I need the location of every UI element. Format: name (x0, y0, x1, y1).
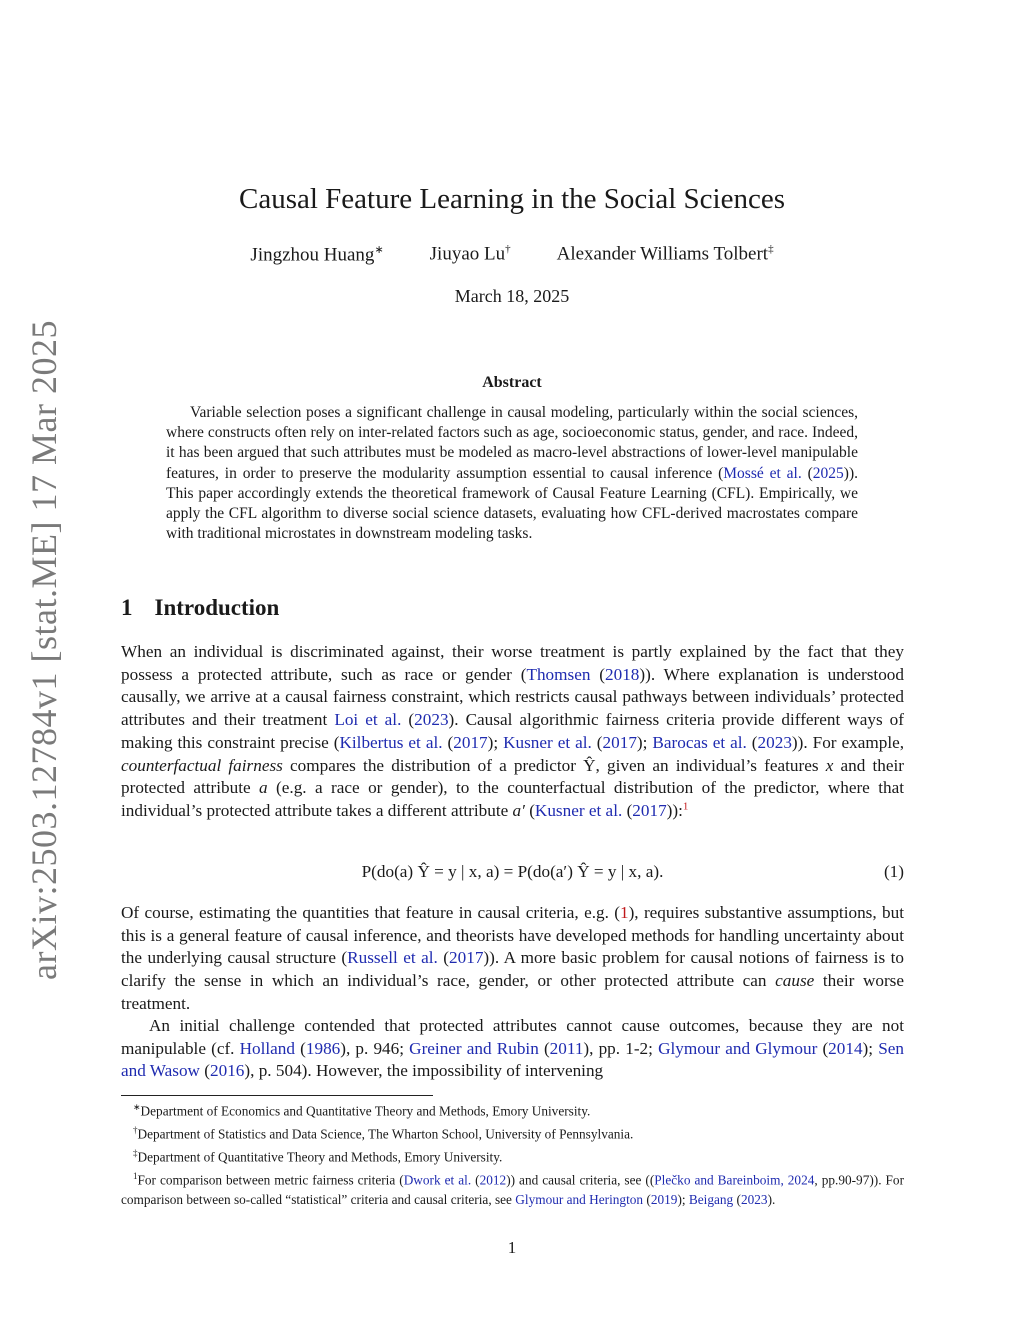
section-number: 1 (121, 595, 133, 620)
arxiv-stamp-text: arXiv:2503.12784v1 [stat.ME] 17 Mar 2025 (24, 320, 65, 980)
citation-link[interactable]: Thomsen (526, 664, 591, 684)
citation-link[interactable]: Sen and Wasow (121, 1038, 904, 1081)
citation-link[interactable]: Loi et al. (334, 710, 402, 730)
footnote-affiliation: ‡Department of Quantitative Theory and Methods, Emory University. (133, 1148, 503, 1165)
section-heading (121, 595, 279, 621)
citation-link[interactable]: Dwork et al. (403, 1172, 472, 1188)
citation-link[interactable]: 2012 (479, 1172, 507, 1188)
intro-paragraph-1: When an individual is discriminated against, their worse treatment is partly explained by the fact that they possess a protected attribute, such as race or gender (Thomsen (2018)). Where explanation is understood causally, we arrive at a causal fairness constraint, which restricts causal pathways between individuals’ protected attributes and their treatment Loi et al. (2023). Causal algorithmic fairness criteria provide different ways of making this constraint precise (Kilbertus et al. (2017); Kusner et al. (2017); Barocas et al. (2023)). For example, counterfactual fairness compares the distribution of a predictor Ŷ, given an individual’s features x and their protected attribute a (e.g. a race or gender), to the counterfactual distribution of the predictor, where that individual’s protected attribute takes a different attribute a′ (Kusner et al. (2017)):$^1$ (121, 642, 905, 820)
equation-reference-link[interactable]: 1 (619, 903, 629, 922)
citation-link[interactable]: 2011 (549, 1038, 584, 1058)
author-list (0, 243, 1024, 266)
citation-link[interactable]: 2023 (740, 1191, 768, 1207)
equation-1 (121, 862, 904, 886)
citation-link[interactable]: Holland (239, 1038, 295, 1058)
footnote-affiliation: ∗Department of Economics and Quantitative Theory and Methods, Emory University. (133, 1102, 591, 1119)
footnote-divider (121, 1095, 433, 1096)
citation-link[interactable]: Russell et al. (347, 948, 438, 968)
page-number: 1 (507, 1238, 517, 1257)
footnote-1: $^1$For comparison between metric fairness criteria (Dwork et al. (2012)) and causal criteria, see ((Plečko and Bareinboim, 2024, pp.90-97)). For comparison between so-called “statistical” criteria and causal criteria, see Glymour and Herington (2019); Beigang (2023). (121, 1171, 904, 1207)
paper-title: Causal Feature Learning in the Social Sciences (239, 183, 785, 215)
citation-link[interactable]: 2017 (453, 732, 488, 752)
footnote-marker-link[interactable]: 1 (682, 800, 689, 813)
publication-date: March 18, 2025 (454, 286, 570, 306)
citation-link[interactable]: 1986 (305, 1038, 341, 1058)
equation-body: P(do(a) Ŷ = y | x, a) = P(do(a′) Ŷ = y | x, a). (361, 862, 664, 881)
citation-link[interactable]: 2023 (757, 732, 792, 752)
citation-link[interactable]: Beigang (688, 1191, 734, 1207)
citation-link[interactable]: Kusner et al. (503, 732, 592, 752)
citation-link[interactable]: 2017 (602, 732, 637, 752)
section-title: Introduction (154, 595, 280, 620)
citation-link[interactable]: Kilbertus et al. (339, 732, 443, 752)
citation-link[interactable]: Kusner et al. (534, 800, 623, 820)
author: Alexander Williams Tolbert‡ (556, 243, 774, 265)
author: Jingzhou Huang∗ (250, 244, 384, 266)
author: Jiuyao Lu† (429, 243, 511, 265)
citation-link[interactable]: Mossé et al. (723, 464, 802, 482)
citation-link[interactable]: 2025 (812, 464, 844, 482)
abstract-text: Variable selection poses a significant challenge in causal modeling, particularly within the social sciences, where constructs often rely on inter-related factors such as age, socioeconomic status, gender, and race. Indeed, it has been argued that such attributes must be modeled as macro-level abstractions of lower-level manipulable features, in order to preserve the modularity assumption essential to causal inference (Mossé et al. (2025)). This paper accordingly extends the theoretical framework of Causal Feature Learning (CFL). Empirically, we apply the CFL algorithm to diverse social science datasets, evaluating how CFL-derived macrostates compare with traditional microstates in downstream modeling tasks. (166, 404, 858, 543)
intro-paragraph-2: Of course, estimating the quantities that feature in causal criteria, e.g. (1), requires substantive assumptions, but this is a general feature of causal inference, and theorists have developed methods for handling uncertainty about the underlying causal structure (Russell et al. (2017)). A more basic problem for causal notions of fairness is to clarify the sense in which an individual’s race, gender, or other protected attribute can cause their worse treatment. (121, 903, 904, 1013)
citation-link[interactable]: Greiner and Rubin (409, 1038, 539, 1058)
equation-number: (1) (883, 862, 904, 881)
citation-link[interactable]: Glymour and Herington (515, 1191, 644, 1207)
citation-link[interactable]: 2023 (414, 710, 449, 730)
footnotes (121, 1098, 904, 1209)
abstract-heading: Abstract (482, 374, 542, 391)
citation-link[interactable]: 2014 (828, 1038, 863, 1058)
citation-link[interactable]: 2017 (449, 948, 484, 968)
arxiv-identifier-stamp (22, 320, 66, 980)
citation-link[interactable]: 2017 (632, 800, 667, 820)
citation-link[interactable]: 2019 (650, 1191, 678, 1207)
citation-link[interactable]: Plečko and Bareinboim, 2024 (654, 1172, 815, 1188)
citation-link[interactable]: Glymour and Glymour (658, 1038, 818, 1058)
citation-link[interactable]: Barocas et al. (652, 732, 747, 752)
citation-link[interactable]: 2018 (605, 664, 640, 684)
intro-paragraph-3: An initial challenge contended that protected attributes cannot cause outcomes, because they are not manipulable (cf. Holland (1986), p. 946; Greiner and Rubin (2011), pp. 1-2; Glymour and Glymour (2014); Sen and Wasow (2016), p. 504). However, the impossibility of intervening (121, 1016, 904, 1081)
footnote-affiliation: †Department of Statistics and Data Science, The Wharton School, University of Pennsylvania. (133, 1125, 634, 1142)
citation-link[interactable]: 2016 (210, 1061, 245, 1081)
